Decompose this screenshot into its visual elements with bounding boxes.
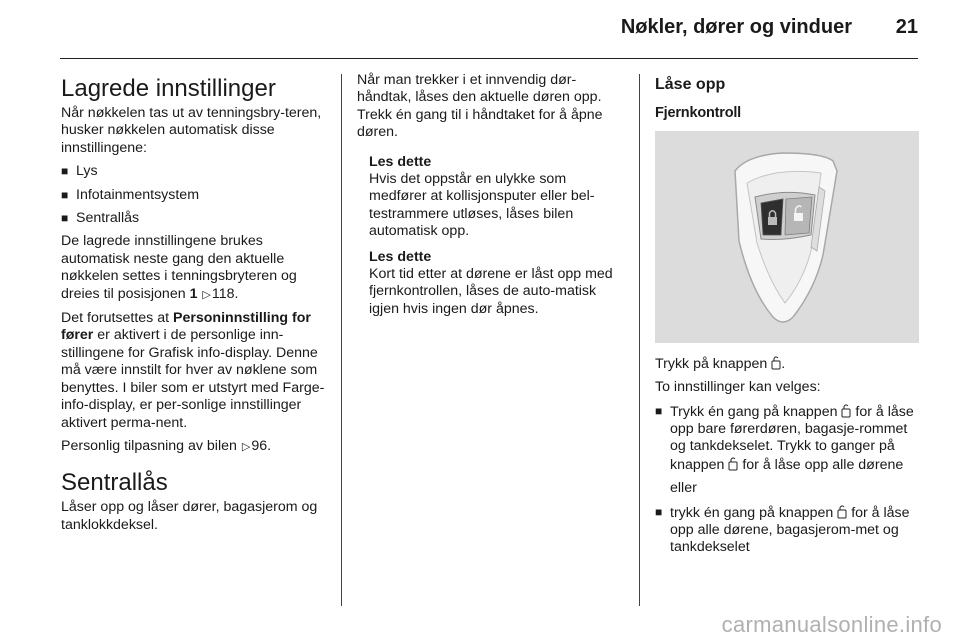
- column-middle: [357, 72, 627, 324]
- column-divider: [341, 74, 342, 606]
- unlock-icon: [841, 403, 851, 418]
- list-item: ■ Trykk én gang på knappen for å låse opp bare førerdøren, bagasje-rommet og tankdekselet. Trykk to ganger på knappen for å låse opp alle dørene: [655, 403, 923, 475]
- section-heading: Lagrede innstillinger: [61, 75, 276, 102]
- note-block: [369, 154, 627, 241]
- paragraph: De lagrede innstillingene brukes automatisk neste gang den aktuelle nøkkelen settes i tenningsbryteren og dreies til posisjonen 1 ▷118.: [61, 233, 327, 304]
- header-rule: [60, 58, 918, 59]
- page-reference-link[interactable]: 118.: [211, 285, 239, 302]
- list-item: ■ Lys: [61, 163, 327, 180]
- column-divider: [639, 74, 640, 606]
- page-reference-icon: ▷: [241, 440, 251, 453]
- running-header-title: Nøkler, dører og vinduer: [620, 16, 852, 38]
- paragraph: Personlig tilpasning av bilen ▷96.: [61, 438, 327, 456]
- bullet-list: [61, 163, 327, 227]
- page-number: 21: [895, 16, 918, 38]
- watermark: carmanualsonline.info: [721, 612, 942, 637]
- subsection-heading: Fjernkontroll: [655, 105, 742, 122]
- paragraph: Låser opp og låser dører, bagasjerom og tanklokkdeksel.: [61, 499, 318, 533]
- remote-key-fob-illustration: [655, 131, 919, 343]
- page-reference-link[interactable]: 96.: [251, 437, 272, 454]
- list-item: ■ Infotainmentsystem: [61, 187, 327, 204]
- paragraph: Når nøkkelen tas ut av tenningsbry-teren, husker nøkkelen automatisk disse innstillingene:: [61, 105, 322, 156]
- unlock-icon: [837, 504, 847, 519]
- column-left: [61, 72, 327, 540]
- note-text: Hvis det oppstår en ulykke som medfører at kollisjonsputer eller bel-testrammere utløses, låses bilen automatisk opp.: [369, 171, 595, 240]
- paragraph: To innstillinger kan velges:: [655, 379, 821, 396]
- note-title: Les dette: [369, 153, 432, 170]
- paragraph: Det forutsettes at Personinnstilling for fører er aktivert i de personlige inn-stillingene for Grafisk info-display. Denne må være innstilt for hver av nøklene som benyttes. I biler som er utstyrt med Farge-info-display, er per-sonlige innstillinger aktivert perma-nent.: [61, 310, 325, 431]
- unlock-icon: [771, 355, 781, 370]
- note-title: Les dette: [369, 248, 432, 265]
- page-reference-icon: ▷: [202, 288, 211, 301]
- section-heading: Sentrallås: [61, 469, 168, 497]
- bullet-list: [655, 403, 923, 475]
- section-heading: Låse opp: [655, 76, 726, 93]
- list-item: ■ Sentrallås: [61, 210, 327, 227]
- remote-key-fob-icon: [655, 131, 919, 343]
- list-item: ■ trykk én gang på knappen for å låse opp alle dørene, bagasjerom-met og tankdekselet: [655, 504, 923, 557]
- paragraph: Når man trekker i et innvendig dør-håndtak, låses den aktuelle døren opp. Trekk én gang til i håndtaket for å åpne døren.: [357, 72, 603, 141]
- bullet-list: [655, 504, 923, 557]
- note-block: [369, 249, 627, 319]
- unlock-icon: [728, 456, 738, 471]
- column-right: [655, 72, 923, 563]
- paragraph: Trykk på knappen .: [655, 355, 786, 372]
- note-text: Kort tid etter at dørene er låst opp med fjernkontrollen, låses de auto-matisk igjen hvis ingen dør åpnes.: [369, 266, 613, 317]
- or-text: eller: [670, 480, 697, 497]
